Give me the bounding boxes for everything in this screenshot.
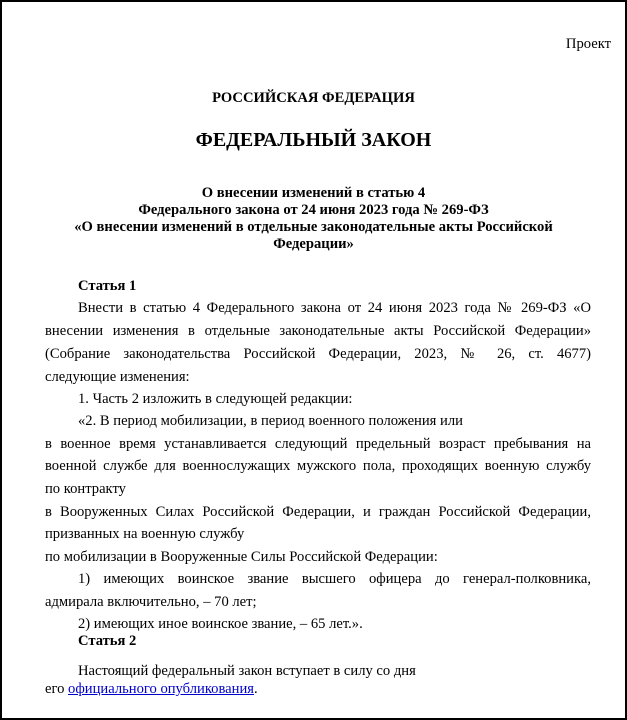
article-1-line: военной службе для военнослужащих мужского пола, проходящих военную службу [45, 458, 591, 474]
article-1-line: в военное время устанавливается следующий предельный возраст пребывания на [45, 436, 591, 452]
article-1-line: по мобилизации в Вооруженные Силы Российской Федерации: [45, 549, 438, 565]
article-2-line-suffix: . [253, 681, 258, 697]
subject-line-1: О внесении изменений в статью 4 [201, 185, 426, 201]
article-2-line-2 [45, 680, 258, 698]
article-1-line: 1. Часть 2 изложить в следующей редакции: [78, 391, 353, 407]
article-2-line: Настоящий федеральный закон вступает в силу со дня [78, 663, 416, 679]
country-heading: РОССИЙСКАЯ ФЕДЕРАЦИЯ [212, 90, 415, 106]
subject-line-4: Федерации» [273, 236, 354, 252]
article-1-line: адмирала включительно, – 70 лет; [45, 594, 257, 610]
article-1-line: в Вооруженных Силах Российской Федерации, и граждан Российской Федерации, [45, 504, 591, 520]
document-type-heading: ФЕДЕРАЛЬНЫЙ ЗАКОН [195, 129, 432, 151]
subject-line-2: Федерального закона от 24 июня 2023 года № 269-ФЗ [138, 202, 489, 218]
article-1-line: следующие изменения: [45, 369, 190, 385]
article-1-line: Внести в статью 4 Федерального закона от 24 июня 2023 года № 269-ФЗ «О [78, 300, 591, 316]
article-1-line: 1) имеющих воинское звание высшего офицера до генерал-полковника, [78, 571, 591, 587]
article-1-line: по контракту [45, 481, 126, 497]
article-1-line: 2) имеющих иное воинское звание, – 65 лет.». [78, 616, 363, 632]
article-1-line: (Собрание законодательства Российской Федерации, 2023, № 26, ст. 4677) [45, 346, 591, 362]
article-1-heading: Статья 1 [78, 278, 137, 294]
article-1-line: призванных на военную службу [45, 526, 245, 542]
article-1-line: «2. В период мобилизации, в период военного положения или [78, 413, 463, 429]
official-publication-link[interactable]: официального опубликования [68, 681, 254, 697]
draft-label: Проект [565, 36, 611, 52]
article-1-line: внесении изменения в отдельные законодательные акты Российской Федерации» [45, 323, 591, 339]
article-2-line-prefix: его [45, 681, 69, 697]
article-2-heading: Статья 2 [78, 633, 137, 649]
subject-line-3: «О внесении изменений в отдельные законодательные акты Российской [74, 219, 553, 235]
